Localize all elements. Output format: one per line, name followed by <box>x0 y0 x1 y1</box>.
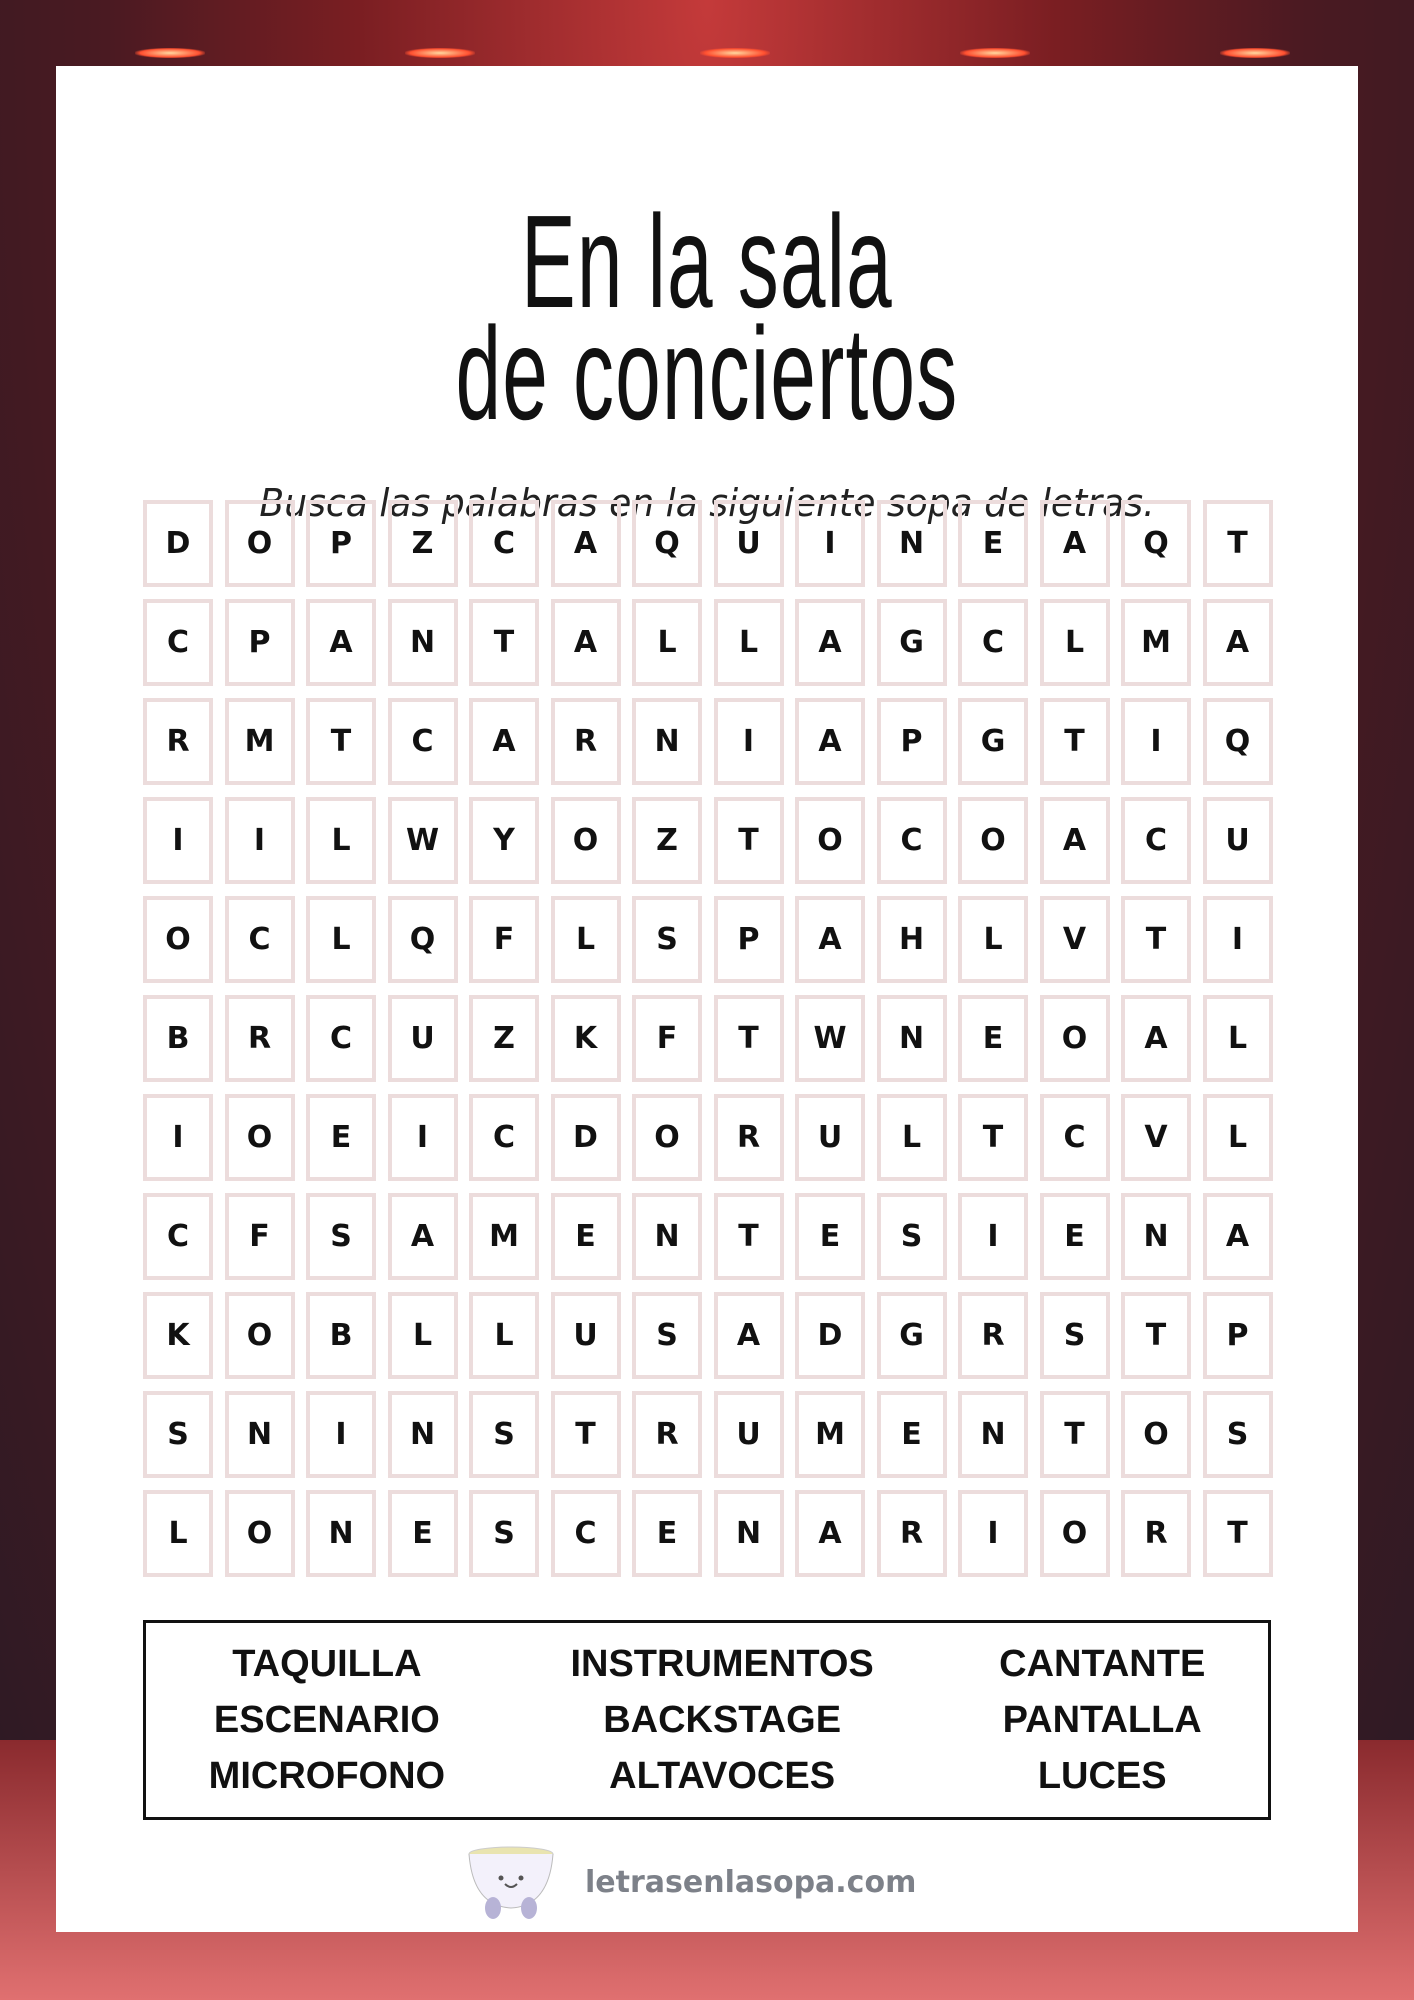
grid-cell[interactable]: I <box>225 797 295 884</box>
grid-cell[interactable]: N <box>958 1391 1028 1478</box>
grid-cell[interactable]: O <box>225 1292 295 1379</box>
word-column <box>570 1636 873 1804</box>
grid-cell[interactable]: A <box>1040 500 1110 587</box>
grid-cell[interactable]: L <box>958 896 1028 983</box>
grid-cell[interactable]: T <box>551 1391 621 1478</box>
grid-cell[interactable]: R <box>958 1292 1028 1379</box>
grid-cell[interactable]: F <box>225 1193 295 1280</box>
grid-cell[interactable]: U <box>1203 797 1273 884</box>
grid-cell[interactable]: A <box>469 698 539 785</box>
grid-cell[interactable]: T <box>714 1193 784 1280</box>
grid-cell[interactable]: C <box>388 698 458 785</box>
grid-cell[interactable]: C <box>469 1094 539 1181</box>
grid-cell[interactable]: C <box>143 599 213 686</box>
grid-cell[interactable]: R <box>143 698 213 785</box>
grid-cell[interactable]: I <box>714 698 784 785</box>
grid-cell[interactable]: A <box>306 599 376 686</box>
grid-cell[interactable]: A <box>551 599 621 686</box>
grid-cell[interactable]: O <box>1040 995 1110 1082</box>
grid-cell[interactable]: O <box>1121 1391 1191 1478</box>
grid-cell[interactable]: R <box>551 698 621 785</box>
grid-cell[interactable]: E <box>958 995 1028 1082</box>
grid-cell[interactable]: S <box>306 1193 376 1280</box>
grid-cell[interactable]: E <box>551 1193 621 1280</box>
grid-cell[interactable]: C <box>551 1490 621 1577</box>
grid-cell[interactable]: A <box>388 1193 458 1280</box>
grid-cell[interactable]: A <box>1203 599 1273 686</box>
grid-cell[interactable]: O <box>1040 1490 1110 1577</box>
grid-cell[interactable]: O <box>225 1094 295 1181</box>
grid-cell[interactable]: L <box>1040 599 1110 686</box>
grid-cell[interactable]: A <box>1040 797 1110 884</box>
grid-cell[interactable]: C <box>225 896 295 983</box>
grid-cell[interactable]: S <box>143 1391 213 1478</box>
grid-cell[interactable]: C <box>306 995 376 1082</box>
grid-cell[interactable]: C <box>1121 797 1191 884</box>
grid-cell[interactable]: N <box>388 599 458 686</box>
grid-cell[interactable]: Z <box>469 995 539 1082</box>
grid-cell[interactable]: E <box>958 500 1028 587</box>
grid-cell[interactable]: K <box>551 995 621 1082</box>
grid-cell[interactable]: S <box>1203 1391 1273 1478</box>
grid-cell[interactable]: O <box>551 797 621 884</box>
grid-cell[interactable]: L <box>143 1490 213 1577</box>
grid-cell[interactable]: I <box>958 1193 1028 1280</box>
grid-cell[interactable]: T <box>1040 698 1110 785</box>
grid-cell[interactable]: T <box>714 995 784 1082</box>
grid-cell[interactable]: I <box>143 797 213 884</box>
grid-cell[interactable]: Q <box>1121 500 1191 587</box>
grid-cell[interactable]: D <box>143 500 213 587</box>
grid-cell[interactable]: L <box>877 1094 947 1181</box>
grid-cell[interactable]: S <box>469 1490 539 1577</box>
grid-cell[interactable]: E <box>388 1490 458 1577</box>
grid-cell[interactable]: C <box>877 797 947 884</box>
grid-cell[interactable]: E <box>795 1193 865 1280</box>
grid-cell[interactable]: G <box>877 1292 947 1379</box>
grid-cell[interactable]: I <box>795 500 865 587</box>
grid-cell[interactable]: P <box>1203 1292 1273 1379</box>
grid-cell[interactable]: G <box>958 698 1028 785</box>
grid-cell[interactable]: R <box>632 1391 702 1478</box>
grid-cell[interactable]: O <box>225 1490 295 1577</box>
grid-cell[interactable]: T <box>1040 1391 1110 1478</box>
grid-cell[interactable]: N <box>1121 1193 1191 1280</box>
grid-cell[interactable]: E <box>632 1490 702 1577</box>
soup-bowl-icon <box>465 1842 557 1922</box>
grid-cell[interactable]: A <box>1203 1193 1273 1280</box>
grid-cell[interactable]: O <box>225 500 295 587</box>
grid-cell[interactable]: M <box>469 1193 539 1280</box>
grid-cell[interactable]: R <box>225 995 295 1082</box>
grid-cell[interactable]: Y <box>469 797 539 884</box>
grid-cell[interactable]: L <box>551 896 621 983</box>
grid-cell[interactable]: U <box>551 1292 621 1379</box>
title-line-2: de conciertos <box>455 300 959 447</box>
grid-cell[interactable]: Z <box>632 797 702 884</box>
grid-cell[interactable]: L <box>469 1292 539 1379</box>
grid-cell[interactable]: O <box>143 896 213 983</box>
grid-cell[interactable]: O <box>632 1094 702 1181</box>
word-item: CANTANTE <box>999 1643 1206 1685</box>
word-item: TAQUILLA <box>232 1643 422 1685</box>
grid-cell[interactable]: E <box>877 1391 947 1478</box>
grid-cell[interactable]: N <box>632 698 702 785</box>
grid-cell[interactable]: R <box>877 1490 947 1577</box>
grid-cell[interactable]: S <box>1040 1292 1110 1379</box>
site-link[interactable]: letrasenlasopa.com <box>585 1864 917 1900</box>
footer <box>465 1842 916 1922</box>
grid-cell[interactable]: K <box>143 1292 213 1379</box>
grid-cell[interactable]: C <box>958 599 1028 686</box>
word-list <box>143 1620 1271 1820</box>
grid-cell[interactable]: U <box>795 1094 865 1181</box>
grid-cell[interactable]: B <box>306 1292 376 1379</box>
grid-cell[interactable]: E <box>1040 1193 1110 1280</box>
grid-cell[interactable]: T <box>1203 500 1273 587</box>
grid-cell[interactable]: T <box>469 599 539 686</box>
grid-cell[interactable]: U <box>714 1391 784 1478</box>
grid-cell[interactable]: A <box>795 896 865 983</box>
grid-cell[interactable]: M <box>225 698 295 785</box>
grid-cell[interactable]: D <box>551 1094 621 1181</box>
grid-cell[interactable]: P <box>225 599 295 686</box>
grid-cell[interactable]: T <box>1121 1292 1191 1379</box>
grid-cell[interactable]: I <box>306 1391 376 1478</box>
grid-cell[interactable]: T <box>714 797 784 884</box>
grid-cell[interactable]: E <box>306 1094 376 1181</box>
word-column <box>209 1636 445 1804</box>
grid-cell[interactable]: A <box>795 698 865 785</box>
grid-cell[interactable]: I <box>388 1094 458 1181</box>
word-item: LUCES <box>1037 1755 1167 1797</box>
word-item: ESCENARIO <box>213 1699 440 1741</box>
grid-cell[interactable]: H <box>877 896 947 983</box>
grid-cell[interactable]: L <box>1203 995 1273 1082</box>
grid-cell[interactable]: R <box>714 1094 784 1181</box>
grid-cell[interactable]: A <box>1121 995 1191 1082</box>
grid-cell[interactable]: T <box>1121 896 1191 983</box>
grid-cell[interactable]: N <box>714 1490 784 1577</box>
word-column <box>999 1636 1205 1804</box>
grid-cell[interactable]: W <box>388 797 458 884</box>
grid-cell[interactable]: T <box>306 698 376 785</box>
word-item: INSTRUMENTOS <box>570 1643 874 1685</box>
grid-cell[interactable]: S <box>632 1292 702 1379</box>
grid-cell[interactable]: U <box>388 995 458 1082</box>
page-title <box>56 188 1358 447</box>
grid-cell[interactable]: N <box>225 1391 295 1478</box>
grid-cell[interactable]: I <box>1203 896 1273 983</box>
grid-cell[interactable]: N <box>306 1490 376 1577</box>
grid-cell[interactable]: A <box>795 1490 865 1577</box>
grid-cell[interactable]: A <box>714 1292 784 1379</box>
grid-cell[interactable]: I <box>958 1490 1028 1577</box>
grid-cell[interactable]: W <box>795 995 865 1082</box>
grid-cell[interactable]: F <box>632 995 702 1082</box>
grid-cell[interactable]: L <box>306 896 376 983</box>
word-item: PANTALLA <box>1002 1699 1202 1741</box>
grid-cell[interactable]: O <box>958 797 1028 884</box>
grid-cell[interactable]: T <box>1203 1490 1273 1577</box>
grid-cell[interactable]: M <box>795 1391 865 1478</box>
title-line-1: En la sala <box>521 188 893 335</box>
grid-cell[interactable]: S <box>877 1193 947 1280</box>
grid-cell[interactable]: T <box>958 1094 1028 1181</box>
grid-cell[interactable]: I <box>1121 698 1191 785</box>
grid-cell[interactable]: U <box>714 500 784 587</box>
grid-cell[interactable]: O <box>795 797 865 884</box>
grid-cell[interactable]: R <box>1121 1490 1191 1577</box>
word-search-grid <box>143 500 1273 1577</box>
grid-cell[interactable]: P <box>714 896 784 983</box>
grid-cell[interactable]: P <box>306 500 376 587</box>
grid-cell[interactable]: V <box>1121 1094 1191 1181</box>
word-item: MICROFONO <box>208 1755 446 1797</box>
word-item: BACKSTAGE <box>603 1699 842 1741</box>
grid-cell[interactable]: B <box>143 995 213 1082</box>
grid-cell[interactable]: S <box>469 1391 539 1478</box>
grid-cell[interactable]: Q <box>388 896 458 983</box>
grid-cell[interactable]: L <box>1203 1094 1273 1181</box>
grid-cell[interactable]: G <box>877 599 947 686</box>
grid-cell[interactable]: C <box>143 1193 213 1280</box>
grid-cell[interactable]: L <box>306 797 376 884</box>
grid-cell[interactable]: C <box>469 500 539 587</box>
word-item: ALTAVOCES <box>609 1755 836 1797</box>
grid-cell[interactable]: D <box>795 1292 865 1379</box>
grid-cell[interactable]: N <box>877 500 947 587</box>
grid-cell[interactable]: P <box>877 698 947 785</box>
grid-cell[interactable]: A <box>551 500 621 587</box>
grid-cell[interactable]: I <box>143 1094 213 1181</box>
grid-cell[interactable]: N <box>632 1193 702 1280</box>
grid-cell[interactable]: C <box>1040 1094 1110 1181</box>
grid-cell[interactable]: N <box>877 995 947 1082</box>
grid-cell[interactable]: S <box>632 896 702 983</box>
grid-cell[interactable]: L <box>714 599 784 686</box>
grid-cell[interactable]: F <box>469 896 539 983</box>
instructions: Busca las palabras en la siguiente sopa de letras. <box>259 481 1155 525</box>
grid-cell[interactable]: Z <box>388 500 458 587</box>
grid-cell[interactable]: L <box>632 599 702 686</box>
grid-cell[interactable]: Q <box>1203 698 1273 785</box>
grid-cell[interactable]: L <box>388 1292 458 1379</box>
grid-cell[interactable]: Q <box>632 500 702 587</box>
grid-cell[interactable]: V <box>1040 896 1110 983</box>
grid-cell[interactable]: N <box>388 1391 458 1478</box>
grid-cell[interactable]: M <box>1121 599 1191 686</box>
grid-cell[interactable]: A <box>795 599 865 686</box>
